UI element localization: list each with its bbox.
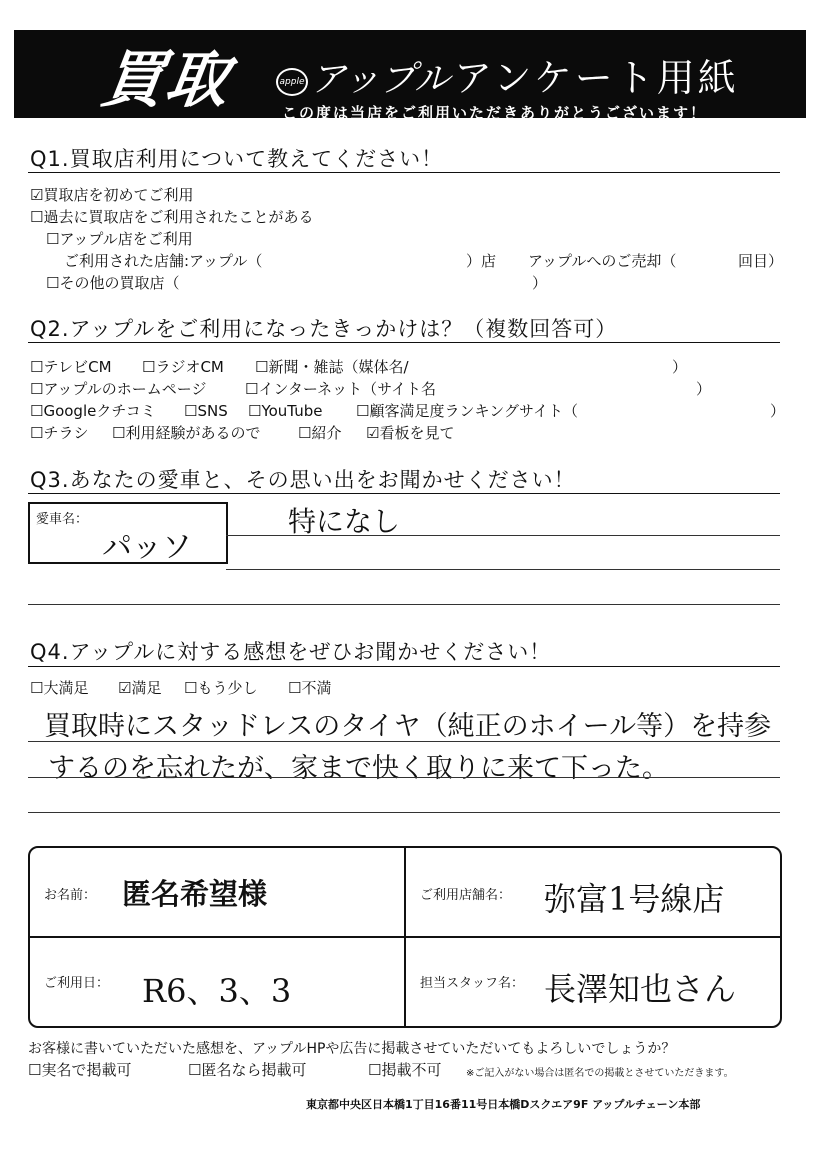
- q2-option-ranking[interactable]: ☐顧客満足度ランキングサイト（: [356, 402, 578, 420]
- q2-option-experience[interactable]: ☐利用経験があるので: [112, 424, 261, 442]
- checkbox-icon[interactable]: ☐: [30, 208, 44, 226]
- q1-suboption-other[interactable]: ☐その他の買取店（: [46, 274, 180, 292]
- q1-store-close: ）店: [466, 252, 497, 270]
- consent-note: ※ご記入がない場合は匿名での掲載とさせていただきます。: [466, 1068, 734, 1079]
- q4-option-dissatisfied[interactable]: ☐不満: [288, 679, 332, 697]
- date-value[interactable]: R6、3、3: [142, 972, 292, 1010]
- q1-sale-count-label[interactable]: アップルへのご売却（: [528, 252, 677, 270]
- staff-label: 担当スタッフ名：: [420, 976, 525, 991]
- consent-option-anonymous[interactable]: ☐匿名なら掲載可: [188, 1061, 307, 1079]
- comment-line-2[interactable]: するのを忘れたが、家まで快く取りに来て下った。: [48, 753, 669, 784]
- q1-heading: Q1.買取店利用について教えてください！: [30, 147, 444, 171]
- q2-option-referral[interactable]: ☐紹介: [298, 424, 342, 442]
- checkbox-icon: ☐: [184, 679, 198, 697]
- comment-rule-3: [28, 812, 780, 813]
- car-name-value: パッソ: [102, 530, 192, 565]
- q4-rule: [28, 666, 780, 667]
- hq-address: 東京都中央区日本橋1丁目16番11号日本橋Dスクエア9F アップルチェーン本部: [306, 1098, 701, 1111]
- q2-row3-close: ）: [770, 402, 786, 420]
- checkbox-icon: ☐: [30, 358, 44, 376]
- apple-logo-badge: apple: [276, 68, 308, 96]
- checkbox-icon: ☐: [30, 424, 44, 442]
- q1-rule: [28, 172, 780, 173]
- q2-rule: [28, 342, 780, 343]
- q3-heading: Q3.あなたの愛車と、その思い出をお聞かせください！: [30, 468, 576, 492]
- q3-rule: [28, 493, 780, 494]
- comment-rule-1: [28, 741, 780, 742]
- name-value[interactable]: 匿名希望様: [122, 877, 268, 911]
- q4-option-satisfied[interactable]: ☑満足: [118, 679, 162, 697]
- checkbox-icon: ☐: [248, 402, 262, 420]
- checkbox-icon: ☐: [30, 402, 44, 420]
- q2-option-google[interactable]: ☐Googleクチコミ: [30, 402, 156, 420]
- checkbox-icon: ☐: [28, 1061, 42, 1079]
- q4-option-very-satisfied[interactable]: ☐大満足: [30, 679, 89, 697]
- q2-option-internet[interactable]: ☐インターネット（サイト名: [245, 380, 437, 398]
- q1-store-line[interactable]: ご利用された店舗:アップル（: [64, 252, 263, 270]
- q4-heading: Q4.アップルに対する感想をぜひお聞かせください！: [30, 640, 552, 664]
- checkbox-icon: ☐: [112, 424, 126, 442]
- checkbox-icon: ☐: [184, 402, 198, 420]
- checkbox-icon: ☐: [356, 402, 370, 420]
- consent-option-real-name[interactable]: ☐実名で掲載可: [28, 1061, 132, 1079]
- q2-option-newspaper[interactable]: ☐新聞・雑誌（媒体名/: [255, 358, 409, 376]
- q1-other-close: ）: [532, 274, 548, 292]
- store-value[interactable]: 弥富1号線店: [544, 880, 725, 918]
- date-label: ご利用日：: [44, 976, 110, 991]
- brand-name: アップル: [310, 59, 451, 100]
- staff-value[interactable]: 長澤知也さん: [544, 970, 737, 1008]
- kaitori-title: 買取: [96, 43, 236, 116]
- checkbox-icon: ☐: [245, 380, 259, 398]
- checkbox-checked-icon[interactable]: ☑: [30, 186, 44, 204]
- q2-option-tvcm[interactable]: ☐テレビCM: [30, 358, 112, 376]
- checkbox-icon[interactable]: ☐: [46, 230, 60, 248]
- banner-subtitle: この度は当店をご利用いただきありがとうございます！: [282, 104, 708, 122]
- header-banner: [14, 30, 806, 122]
- memory-line-2: [226, 569, 780, 570]
- q2-option-radiocm[interactable]: ☐ラジオCM: [142, 358, 224, 376]
- q2-option-sns[interactable]: ☐SNS: [184, 402, 228, 420]
- q1-sale-count-close: 回目）: [738, 252, 784, 270]
- q1-suboption-apple[interactable]: ☐アップル店をご利用: [46, 230, 193, 248]
- name-label: お名前：: [44, 888, 97, 903]
- checkbox-icon: ☐: [368, 1061, 382, 1079]
- q2-option-flyer[interactable]: ☐チラシ: [30, 424, 89, 442]
- checkbox-icon: ☐: [188, 1061, 202, 1079]
- q2-heading: Q2.アップルをご利用になったきっかけは？（複数回答可）: [30, 317, 618, 341]
- checkbox-icon[interactable]: ☐: [46, 274, 60, 292]
- checkbox-icon: ☐: [288, 679, 302, 697]
- memory-line-3: [28, 604, 780, 605]
- q2-option-signboard[interactable]: ☑看板を見て: [366, 424, 455, 442]
- checkbox-icon: ☐: [30, 679, 44, 697]
- car-name-label: 愛車名：: [36, 512, 89, 527]
- survey-title: アンケート用紙: [454, 56, 739, 100]
- q1-option-used-before[interactable]: ☐過去に買取店をご利用されたことがある: [30, 208, 314, 226]
- checkbox-icon: ☐: [298, 424, 312, 442]
- consent-question: お客様に書いていただいた感想を、アップルHPや広告に掲載させていただいてもよろしいでしょうか？: [28, 1041, 676, 1057]
- q2-option-homepage[interactable]: ☐アップルのホームページ: [30, 380, 207, 398]
- card-horizontal-divider: [30, 936, 780, 938]
- q2-row2-close: ）: [696, 380, 712, 398]
- memory-line-1: [226, 535, 780, 536]
- car-name-box[interactable]: [28, 502, 228, 564]
- store-label: ご利用店舗名：: [420, 888, 512, 903]
- comment-line-1[interactable]: 買取時にスタッドレスのタイヤ（純正のホイール等）を持参: [44, 711, 772, 742]
- checkbox-icon: ☐: [30, 380, 44, 398]
- comment-rule-2: [28, 777, 780, 778]
- customer-info-card: [28, 846, 782, 1028]
- consent-option-no[interactable]: ☐掲載不可: [368, 1061, 442, 1079]
- checkbox-checked-icon: ☑: [366, 424, 380, 442]
- q2-row1-close: ）: [672, 358, 688, 376]
- checkbox-icon: ☐: [142, 358, 156, 376]
- checkbox-icon: ☐: [255, 358, 269, 376]
- q2-option-youtube[interactable]: ☐YouTube: [248, 402, 323, 420]
- memory-text[interactable]: 特になし: [288, 505, 401, 538]
- checkbox-checked-icon: ☑: [118, 679, 132, 697]
- q1-option-first-time[interactable]: ☑買取店を初めてご利用: [30, 186, 194, 204]
- q4-option-almost[interactable]: ☐もう少し: [184, 679, 258, 697]
